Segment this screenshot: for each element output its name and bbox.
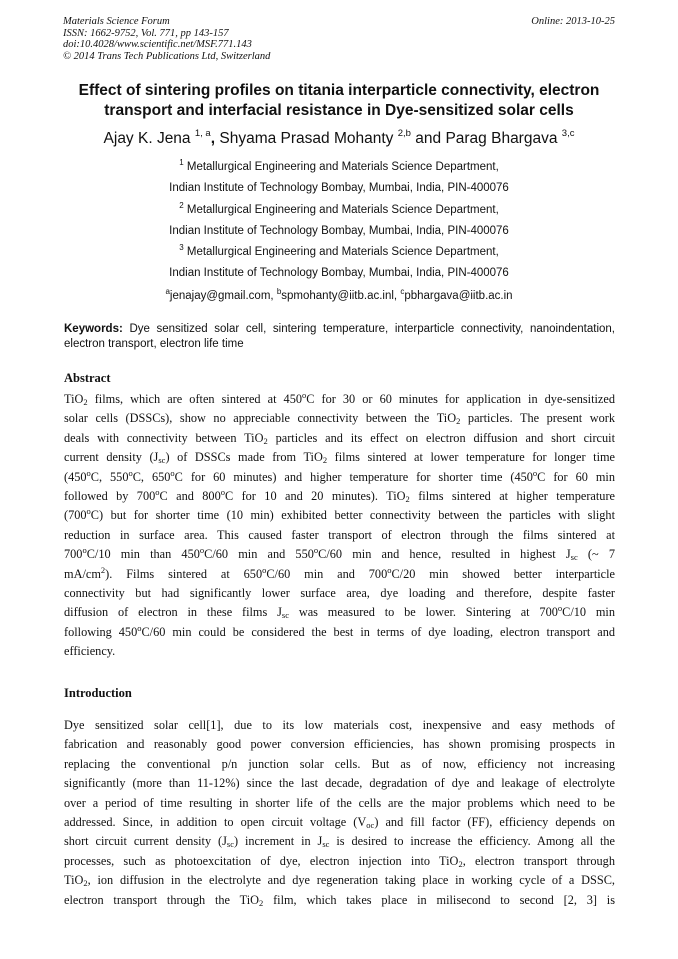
journal-header: [63, 16, 615, 62]
affiliation-marker: 1: [179, 158, 184, 167]
intro-line: significantly (more than 11-12%) since the last decade, degradation of dye and leakage of electrolyte: [64, 776, 615, 791]
intro-line: fabrication and reasonably good power conversion efficiencies, has shown promising prospects in: [64, 737, 615, 752]
email-marker: b: [276, 286, 282, 296]
introduction-body: [64, 716, 615, 910]
abstract-line: diffusion of electron in these films $J_{sc}$ was measured to be lower. Sintering at 700$^o$C/10 min: [64, 603, 616, 621]
email-2: spmohanty@iitb.ac.inl,: [281, 289, 398, 302]
keywords: [64, 322, 615, 352]
intro-line: Dye sensitized solar cell[1], due to its low materials cost, inexpensive and easy methods of: [64, 718, 615, 732]
intro-line: TiO$_2$, ion diffusion in the electrolyte and dye regeneration taking place in working cycle of a DSSC,: [64, 873, 615, 889]
abstract-line: (700$^o$C) but for shorter time (10 min) exhibited better connectivity between the particles with slight: [64, 506, 615, 523]
intro-line: processes, such as photoexcitation of dye, electron injection into TiO$_2$, electron transport through: [64, 853, 615, 869]
affiliation-marker: 2: [179, 200, 184, 210]
intro-line: replacing the conventional p/n junction solar cells. But as of now, efficiency not increasing: [64, 756, 615, 771]
abstract-line: $mA/cm^2$). Films sintered at 650$^o$C/60 min and 700$^o$C/20 min showed better interparticle: [64, 564, 616, 581]
affiliation-3-dept: [40, 242, 638, 263]
online-date: Online: 2013-10-25: [531, 16, 615, 27]
author-conjunction: and: [415, 130, 442, 147]
issn: ISSN: 1662-9752, Vol. 771, pp 143-157: [63, 27, 229, 39]
affiliation-text: Metallurgical Engineering and Materials Science Department,: [186, 246, 499, 259]
affiliation-1-inst: Indian Institute of Technology Bombay, Mumbai, India, PIN-400076: [169, 182, 509, 195]
author-1: Ajay K. Jena: [103, 130, 191, 147]
abstract-line: deals with connectivity between TiO$_2$ particles and its effect on electron diffusion and short circuit: [64, 430, 615, 446]
introduction-heading: Introduction: [64, 686, 132, 700]
abstract-line: (450$^o$C, 550$^o$C, 650$^o$C for 60 minutes) and higher temperature for shorter time (450$^o$C for 60 min: [64, 467, 615, 484]
email-marker: a: [165, 286, 170, 296]
abstract-line: following 450$^o$C/60 min could be considered the best in terms of dye loading, electron transport and: [64, 622, 615, 639]
abstract-line: followed by 700$^o$C and 800$^o$C for 10 and 20 minutes). TiO$_2$ films sintered at higher temperature: [64, 486, 616, 504]
author-emails: [40, 286, 638, 307]
affiliation-marker: 3: [179, 243, 184, 253]
author-3-marker: 3,c: [561, 128, 575, 139]
affiliation-2-dept: [40, 200, 638, 221]
intro-line: over a period of time resulting in shorter life of the cells are the major problems which need to be: [64, 795, 615, 810]
abstract-line: TiO$_2$ films, which are often sintered at 450$^o$C for 30 or 60 minutes for application in dye-sensitized: [64, 390, 615, 407]
author-3: Parag Bhargava: [445, 130, 558, 147]
affiliation-2-inst: Indian Institute of Technology Bombay, Mumbai, India, PIN-400076: [169, 224, 509, 237]
keywords-label: Keywords:: [64, 323, 123, 335]
abstract-line: solar cells (DSSCs), show no appreciable connectivity between the TiO$_2$ particles. The present work: [64, 411, 615, 427]
abstract-body: [64, 390, 615, 661]
journal-name: Materials Science Forum: [63, 16, 170, 27]
author-separator: ,: [210, 130, 216, 147]
abstract-heading: Abstract: [64, 371, 111, 385]
abstract-line: connectivity but had significantly lower surface area, dye loading and therefore, despite faster: [64, 585, 615, 600]
author-1-marker: 1, a: [194, 128, 211, 139]
copyright: © 2014 Trans Tech Publications Ltd, Switzerland: [63, 50, 271, 62]
email-3: pbhargava@iitb.ac.in: [404, 289, 513, 302]
doi: doi:10.4028/www.scientific.net/MSF.771.143: [63, 39, 252, 50]
keywords-text: Dye sensitized solar cell, sintering temperature, interparticle connectivity, nanoindentation, electron transport, electron life time: [64, 323, 616, 350]
email-1: jenajay@gmail.com,: [169, 289, 274, 302]
abstract-line: reduction in surface area. This caused faster transport of electron through the films sintered at: [64, 527, 615, 542]
email-marker: c: [400, 286, 405, 296]
affiliation-3-inst: Indian Institute of Technology Bombay, Mumbai, India, PIN-400076: [169, 267, 509, 280]
intro-line: electron transport through the TiO$_2$ film, which takes place in milisecond to second [2, 3] is: [64, 892, 615, 908]
author-list: [40, 129, 638, 149]
affiliation-1-dept: [40, 157, 638, 178]
author-2-marker: 2,b: [397, 128, 411, 139]
author-2: Shyama Prasad Mohanty: [219, 130, 394, 147]
affiliation-text: Metallurgical Engineering and Materials Science Department,: [186, 203, 499, 216]
abstract-line: 700$^o$C/10 min than 450$^o$C/60 min and 550$^o$C/60 min and hence, resulted in highest $J_{sc}$ (~ 7: [64, 545, 615, 563]
title-line-1: Effect of sintering profiles on titania interparticle connectivity, electron: [78, 82, 600, 99]
intro-line: short circuit current density $(J_{sc})$ increment in $J_{sc}$ is desired to increase the efficiency. Among all the: [64, 834, 615, 850]
abstract-line: efficiency.: [64, 644, 116, 659]
intro-line: addressed. Since, in addition to open circuit voltage $(V_{oc})$ and fill factor (FF), efficiency depends on: [64, 814, 615, 830]
paper-title: [40, 81, 638, 121]
affiliation-text: Metallurgical Engineering and Materials Science Department,: [186, 161, 499, 173]
title-line-2: transport and interfacial resistance in Dye-sensitized solar cells: [104, 102, 574, 119]
abstract-line: current density $(J_{sc})$ of DSSCs made from TiO$_2$ films sintered at lower temperature for longer time: [64, 450, 616, 466]
affiliations: [40, 157, 638, 307]
